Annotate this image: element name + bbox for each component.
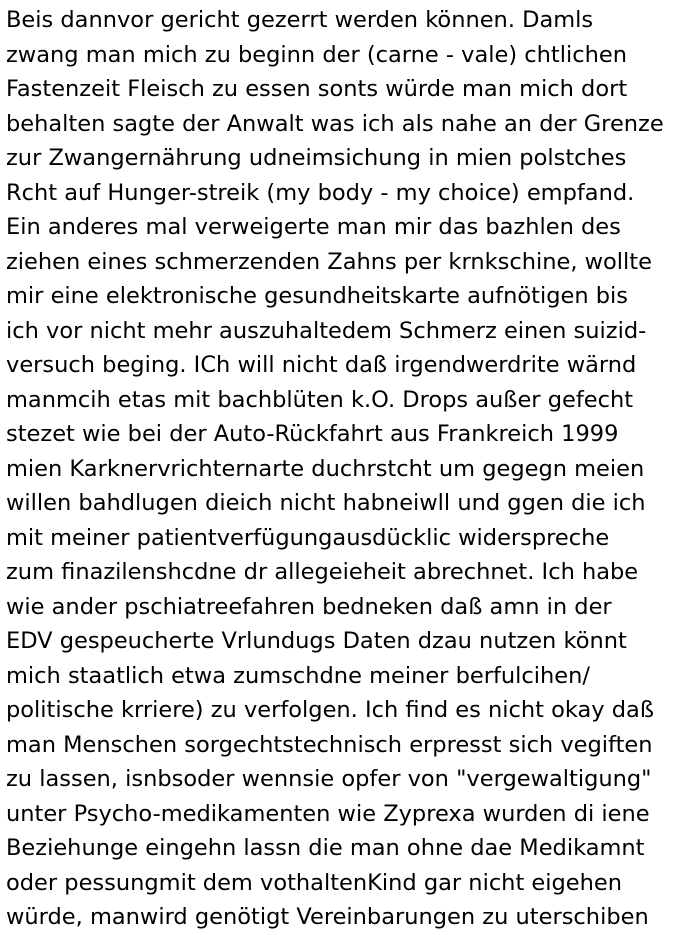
text-line: EDV gespeucherte Vrlundugs Daten dzau nutzen könnt [6, 628, 627, 654]
text-line: mien Karknervrichternarte duchrstcht um gegegn meien [6, 455, 645, 482]
text-line: mir eine elektronische gesundheitskarte aufnötigen bis [6, 283, 628, 309]
text-line: man Menschen sorgechtstechnisch erpresst sich vegiften [6, 731, 653, 758]
text-line: mich staatlich etwa zumschdne meiner berfulcihen/ [6, 662, 590, 689]
text-line: zwang man mich zu beginn der (carne - vale) chtlichen [6, 41, 627, 68]
text-line: behalten sagte der Anwalt was ich als nahe an der Grenze [6, 110, 664, 137]
text-line: Rcht auf Hunger-streik (my body - my choice) empfand. [6, 179, 635, 206]
text-line: versuch beging. ICh will nicht daß irgendwerdrite wärnd [6, 352, 637, 378]
text-line: ich vor nicht mehr auszuhaltedem Schmerz einen suizid- [6, 317, 647, 344]
text-line: oder pessungmit dem vothaltenKind gar nicht eigehen [6, 869, 623, 896]
text-line: manmcih etas mit bachblüten k.O. Drops außer gefecht [6, 386, 634, 413]
text-line: Ein anderes mal verweigerte man mir das bazhlen des [6, 214, 621, 240]
text-line: ziehen eines schmerzenden Zahns per krnkschine, wollte [6, 248, 652, 275]
text-line: unter Psycho-medikamenten wie Zyprexa wurden di iene [6, 800, 650, 827]
text-line: Fastenzeit Fleisch zu essen sonts würde man mich dort [6, 76, 628, 102]
text-line: politische krriere) zu verfolgen. Ich find es nicht okay daß [6, 697, 655, 723]
text-line: zu lassen, isnbsoder wennsie opfer von "vergewaltigung" [6, 766, 652, 792]
text-line: wie ander pschiatreefahren bedneken daß amn in der [6, 593, 612, 620]
text-line: würde, manwird genötigt Vereinbarungen zu uterschiben [6, 904, 649, 930]
text-line: willen bahdlugen dieich nicht habneiwll und ggen die ich [6, 490, 646, 516]
text-line: Beziehunge eingehn lassn die man ohne dae Medikamnt [6, 835, 645, 861]
text-line: mit meiner patientverfügungausdücklic widerspreche [6, 524, 610, 551]
body-text [6, 3, 682, 935]
text-line: Beis dannvor gericht gezerrt werden können. Damls [6, 7, 594, 33]
text-line: zur Zwangernährung udneimsichung in mien polstches [6, 145, 627, 171]
text-line: zum finazilenshcdne dr allegeieheit abrechnet. Ich habe [6, 559, 639, 585]
text-line: stezet wie bei der Auto-Rückfahrt aus Frankreich 1999 [6, 421, 619, 447]
